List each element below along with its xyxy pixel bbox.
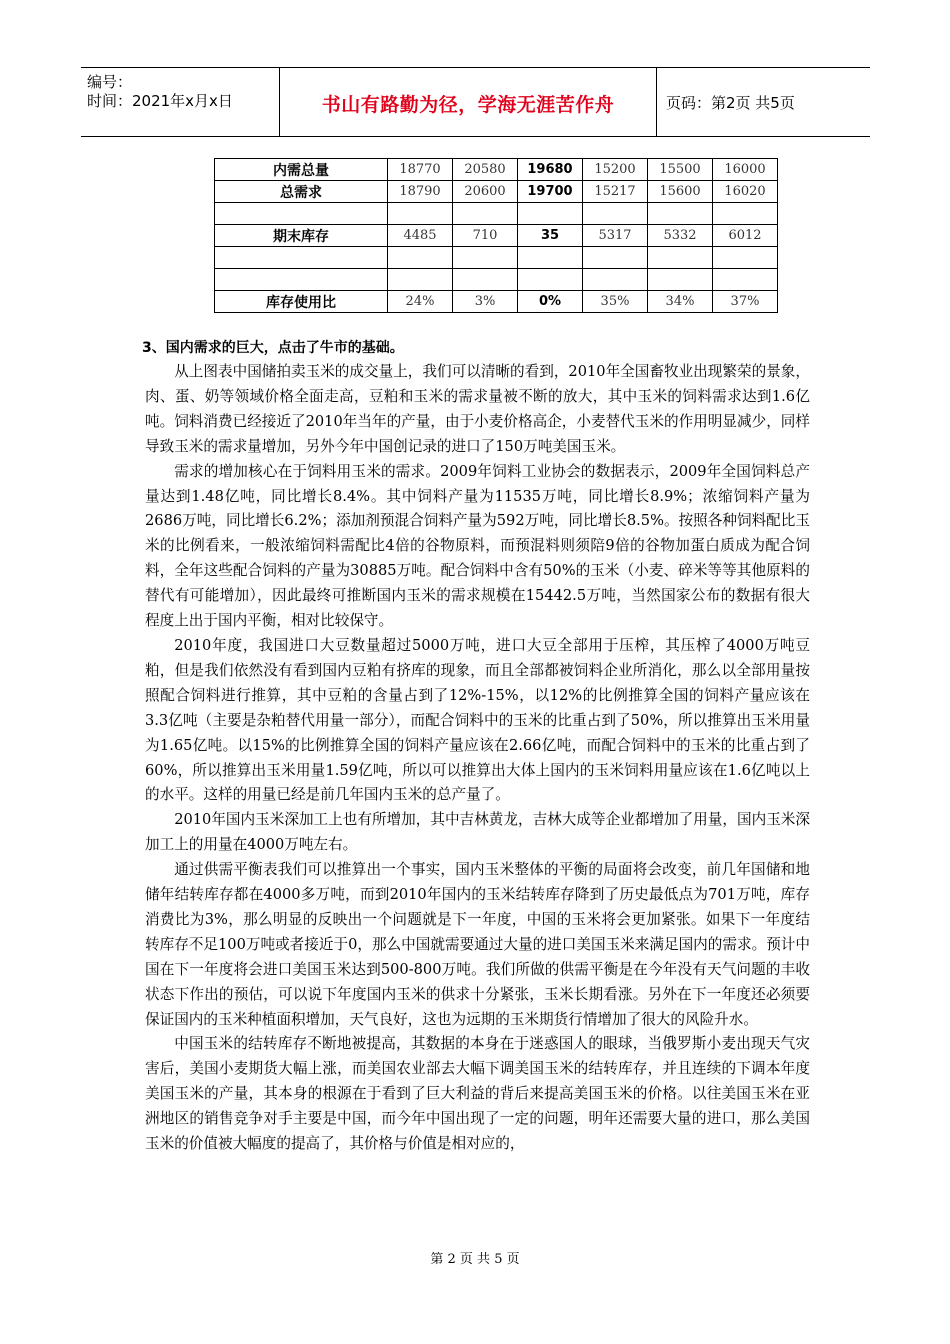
table-cell bbox=[648, 269, 713, 291]
table-row bbox=[215, 159, 778, 181]
table-cell bbox=[583, 203, 648, 225]
table-cell bbox=[713, 269, 778, 291]
table-cell: 0% bbox=[518, 291, 583, 313]
table-cell: 6012 bbox=[713, 225, 778, 247]
table-row bbox=[215, 247, 778, 269]
table-cell bbox=[388, 203, 453, 225]
table-row bbox=[215, 203, 778, 225]
table-cell: 16020 bbox=[713, 181, 778, 203]
paragraph: 中国玉米的结转库存不断地被提高，其数据的本身在于迷惑国人的眼球，当俄罗斯小麦出现天气灾害后，美国小麦期货大幅上涨，而美国农业部去大幅下调美国玉米的结转库存，并且连续的下调本年度美国玉米的产量，其本身的根源在于看到了巨大利益的背后来提高美国玉米的价格。以往美国玉米在亚洲地区的销售竞争对手主要是中国，而今年中国出现了一定的问题，明年还需要大量的进口，那么美国玉米的价值被大幅度的提高了，其价格与价值是相对应的， bbox=[145, 1035, 810, 1153]
row-label bbox=[215, 247, 388, 269]
header-motto: 书山有路勤为径，学海无涯苦作舟 bbox=[321, 94, 615, 116]
supply-demand-table bbox=[214, 158, 778, 313]
table-cell bbox=[388, 247, 453, 269]
table-cell: 5332 bbox=[648, 225, 713, 247]
table-cell bbox=[583, 269, 648, 291]
table-cell: 15500 bbox=[648, 159, 713, 181]
table-cell: 3% bbox=[453, 291, 518, 313]
table-cell: 16000 bbox=[713, 159, 778, 181]
table-cell bbox=[518, 247, 583, 269]
table-cell: 710 bbox=[453, 225, 518, 247]
page-header bbox=[81, 67, 870, 137]
header-page-cell bbox=[657, 68, 870, 136]
table-cell: 35% bbox=[583, 291, 648, 313]
header-page-info: 页码：第2页 共5页 bbox=[666, 94, 795, 112]
table-cell bbox=[453, 247, 518, 269]
table-cell: 4485 bbox=[388, 225, 453, 247]
table-cell bbox=[388, 269, 453, 291]
table-cell: 20580 bbox=[453, 159, 518, 181]
table-cell bbox=[518, 203, 583, 225]
header-left-cell bbox=[81, 68, 280, 136]
table-cell bbox=[453, 203, 518, 225]
row-label bbox=[215, 269, 388, 291]
document-number-label: 编号： bbox=[87, 73, 133, 91]
row-label bbox=[215, 203, 388, 225]
table-cell: 18790 bbox=[388, 181, 453, 203]
table-cell: 19700 bbox=[518, 181, 583, 203]
row-label: 总需求 bbox=[215, 181, 388, 203]
table-cell: 15600 bbox=[648, 181, 713, 203]
table-cell bbox=[648, 203, 713, 225]
body-text bbox=[145, 360, 810, 1157]
row-label: 期末库存 bbox=[215, 225, 388, 247]
paragraph: 2010年国内玉米深加工上也有所增加，其中吉林黄龙，吉林大成等企业都增加了用量，国内玉米深加工上的用量在4000万吨左右。 bbox=[145, 811, 810, 854]
table-cell: 18770 bbox=[388, 159, 453, 181]
paragraph: 需求的增加核心在于饲料用玉米的需求。2009年饲料工业协会的数据表示，2009年全国饲料总产量达到1.48亿吨，同比增长8.4%。其中饲料产量为11535万吨，同比增长8.9%；浓缩饲料产量为2686万吨，同比增长6.2%；添加剂预混合饲料产量为592万吨，同比增长8.5%。按照各种饲料配比玉米的比例看来，一般浓缩饲料需配比4倍的谷物原料，而预混料则须陪9倍的谷物加蛋白质成为配合饲料，全年这些配合饲料的产量为30885万吨。配合饲料中含有50%的玉米（小麦、碎米等等其他原料的替代有可能增加），因此最终可推断国内玉米的需求规模在15442.5万吨，当然国家公布的数据有很大程度上出于国内平衡，相对比较保守。 bbox=[145, 462, 810, 630]
table-cell: 24% bbox=[388, 291, 453, 313]
header-motto-cell bbox=[280, 68, 657, 136]
table-cell bbox=[713, 203, 778, 225]
table-cell bbox=[453, 269, 518, 291]
table-cell: 15200 bbox=[583, 159, 648, 181]
paragraph: 2010年度，我国进口大豆数量超过5000万吨，进口大豆全部用于压榨，其压榨了4000万吨豆粕，但是我们依然没有看到国内豆粕有挤库的现象，而且全部都被饲料企业所消化，那么以全部用量按照配合饲料进行推算，其中豆粕的含量占到了12%-15%，以12%的比例推算全国的饲料产量应该在3.3亿吨（主要是杂粕替代用量一部分），而配合饲料中的玉米的比重占到了50%，所以推算出玉米用量为1.65亿吨。以15%的比例推算全国的饲料产量应该在2.66亿吨，而配合饲料中的玉米的比重占到了60%，所以推算出玉米用量1.59亿吨，所以可以推算出大体上国内的玉米饲料用量应该在1.6亿吨以上的水平。这样的用量已经是前几年国内玉米的总产量了。 bbox=[145, 636, 810, 804]
document-time-label: 时间：2021年x月x日 bbox=[87, 92, 233, 110]
table-row bbox=[215, 291, 778, 313]
row-label: 库存使用比 bbox=[215, 291, 388, 313]
table-cell bbox=[713, 247, 778, 269]
table-cell: 35 bbox=[518, 225, 583, 247]
table-cell: 5317 bbox=[583, 225, 648, 247]
table-cell bbox=[583, 247, 648, 269]
table-cell: 20600 bbox=[453, 181, 518, 203]
table-cell bbox=[518, 269, 583, 291]
table-cell bbox=[648, 247, 713, 269]
paragraph: 通过供需平衡表我们可以推算出一个事实，国内玉米整体的平衡的局面将会改变，前几年国储和地储年结转库存都在4000多万吨，而到2010年国内的玉米结转库存降到了历史最低点为701万吨，库存消费比为3%，那么明显的反映出一个问题就是下一年度，中国的玉米将会更加紧张。如果下一年度结转库存不足100万吨或者接近于0，那么中国就需要通过大量的进口美国玉米来满足国内的需求。预计中国在下一年度将会进口美国玉米达到500-800万吨。我们所做的供需平衡是在今年没有天气问题的丰收状态下作出的预估，可以说下年度国内玉米的供求十分紧张，玉米长期看涨。另外在下一年度还必须要保证国内的玉米种植面积增加，天气良好，这也为远期的玉米期货行情增加了很大的风险升水。 bbox=[145, 861, 810, 1028]
paragraph: 从上图表中国储拍卖玉米的成交量上，我们可以清晰的看到，2010年全国畜牧业出现繁荣的景象，肉、蛋、奶等领域价格全面走高，豆粕和玉米的需求量被不断的放大，其中玉米的饲料需求达到1.6亿吨。饲料消费已经接近了2010年当年的产量，由于小麦价格高企，小麦替代玉米的作用明显减少，同样导致玉米的需求量增加，另外今年中国创记录的进口了150万吨美国玉米。 bbox=[145, 363, 810, 455]
page-footer: 第 2 页 共 5 页 bbox=[430, 1252, 520, 1267]
row-label: 内需总量 bbox=[215, 159, 388, 181]
table-cell: 19680 bbox=[518, 159, 583, 181]
table-row bbox=[215, 269, 778, 291]
table-row bbox=[215, 225, 778, 247]
table-cell: 34% bbox=[648, 291, 713, 313]
section-heading: 3、国内需求的巨大，点击了牛市的基础。 bbox=[142, 340, 404, 356]
table-row bbox=[215, 181, 778, 203]
table-cell: 15217 bbox=[583, 181, 648, 203]
table-cell: 37% bbox=[713, 291, 778, 313]
